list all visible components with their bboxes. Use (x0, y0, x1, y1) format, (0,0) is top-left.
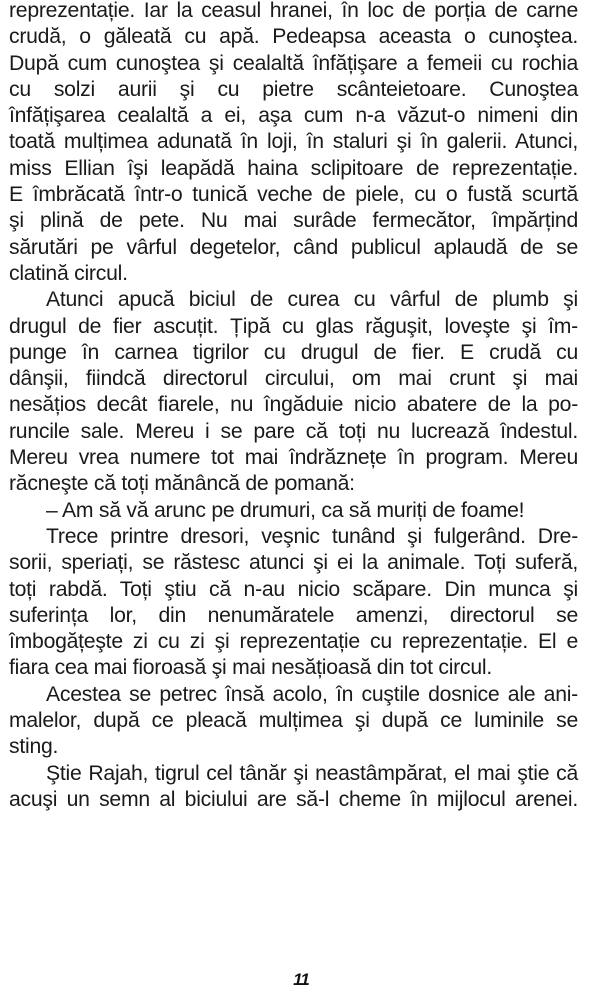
text-line: nesățios decât fiarele, nu îngăduie nicio abatere de la po- (9, 393, 578, 417)
text-line: Ştie Rajah, tigrul cel tânăr şi neastâmpărat, el mai ştie că (46, 761, 578, 785)
text-line: reprezentație. Iar la ceasul hranei, în loc de porția de carne (9, 0, 578, 22)
text-line: Acestea se petrec însă acolo, în cuştile dosnice ale ani- (46, 682, 578, 706)
text-line: runcile sale. Mereu i se pare că toți nu lucrează îndestul. (9, 419, 578, 443)
text-line: suferința lor, din nenumăratele amenzi, directorul se (9, 603, 578, 627)
text-line: E îmbrăcată într-o tunică veche de piele, cu o fustă scurtă (9, 183, 578, 207)
text-line: crudă, o găleată cu apă. Pedeapsa aceasta o cunoştea. (9, 25, 578, 49)
text-line: sorii, speriați, se răstesc atunci şi ei la animale. Toți suferă, (9, 551, 578, 575)
text-line: clatină circul. (9, 261, 128, 285)
text-line: şi plină de pete. Nu mai surâde fermecător, împărțind (9, 209, 578, 233)
page-body-text (9, 0, 578, 813)
text-line: îmbogățeşte zi cu zi şi reprezentație cu reprezentație. El e (9, 630, 578, 654)
text-line: sting. (9, 735, 59, 759)
page-number: 11 (293, 970, 309, 989)
text-line: miss Ellian îşi leapădă haina sclipitoare de reprezentație. (9, 156, 578, 180)
text-line: malelor, după ce pleacă mulțimea şi după ce luminile se (9, 709, 578, 733)
text-line: drugul de fier ascuțit. Țipă cu glas răguşit, loveşte şi îm- (9, 314, 578, 338)
text-line: După cum cunoştea şi cealaltă înfățişare a femeii cu rochia (9, 51, 578, 75)
text-line: punge în carnea tigrilor cu drugul de fier. E crudă cu (9, 340, 578, 364)
text-line: dânşii, fiindcă directorul circului, om mai crunt şi mai (9, 367, 578, 391)
text-line: înfățişarea cealaltă a ei, aşa cum n-a văzut-o nimeni din (9, 104, 578, 128)
text-line: Trece printre dresori, veşnic tunând şi fulgerând. Dre- (46, 524, 578, 548)
text-line: toți rabdă. Toți ştiu că n-au nicio scăpare. Din munca şi (9, 577, 578, 601)
text-line: Mereu vrea numere tot mai îndrăznețe în program. Mereu (9, 446, 578, 470)
text-line: cu solzi aurii şi cu pietre scânteietoare. Cunoştea (9, 77, 578, 101)
text-line: fiara cea mai fioroasă şi mai nesățioasă din tot circul. (9, 656, 492, 680)
text-line: Atunci apucă biciul de curea cu vârful de plumb şi (46, 288, 578, 312)
text-line: acuşi un semn al biciului are să-l cheme în mijlocul arenei. (9, 787, 578, 811)
text-line: toată mulțimea adunată în loji, în staluri şi în galerii. Atunci, (9, 130, 578, 154)
text-line: răcneşte că toți mănâncă de pomană: (9, 472, 355, 496)
text-line: – Am să vă arunc pe drumuri, ca să muriți de foame! (46, 498, 525, 522)
text-line: sărutări pe vârful degetelor, când publicul aplaudă de se (9, 235, 578, 259)
